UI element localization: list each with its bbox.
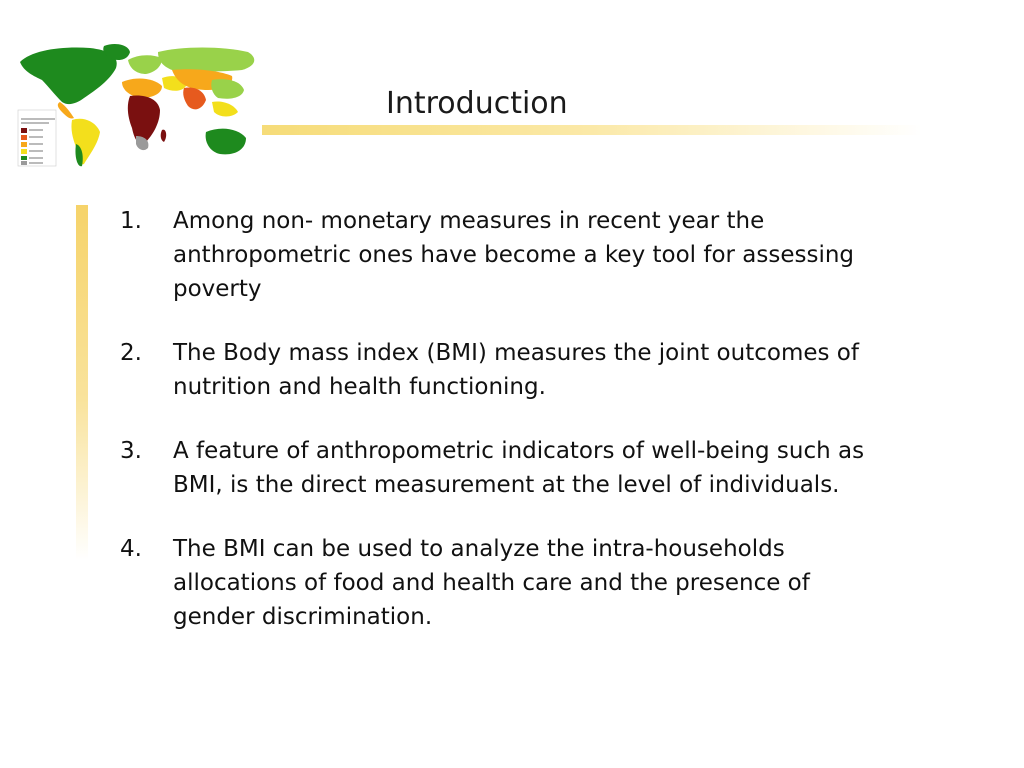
north-asia-shape	[158, 48, 254, 72]
item-text: The BMI can be used to analyze the intra-households allocations of food and health care and the presence of gender discrimination.	[173, 536, 810, 630]
bullet-list	[120, 204, 940, 664]
map-legend	[18, 110, 56, 166]
item-number: 1.	[120, 208, 142, 234]
list-item	[120, 204, 940, 306]
item-text: A feature of anthropometric indicators of well-being such as BMI, is the direct measurement at the level of individuals.	[173, 438, 865, 498]
east-asia-shape	[211, 79, 244, 98]
africa-north-shape	[122, 79, 162, 98]
list-item	[120, 434, 940, 502]
slide-title: Introduction	[386, 86, 568, 121]
item-number: 2.	[120, 340, 142, 366]
south-asia-shape	[183, 88, 206, 110]
africa-central-shape	[128, 96, 160, 145]
item-number: 3.	[120, 438, 142, 464]
item-number: 4.	[120, 536, 142, 562]
australia-shape	[206, 129, 246, 155]
south-america-shape	[71, 119, 100, 165]
item-text: Among non- monetary measures in recent year the anthropometric ones have become a key tool for assessing poverty	[173, 208, 855, 302]
list-item	[120, 532, 940, 634]
world-map-undernourishment-icon	[12, 40, 274, 170]
europe-shape	[128, 55, 162, 74]
southeast-asia-shape	[212, 101, 238, 116]
north-america-shape	[20, 48, 117, 105]
list-item	[120, 336, 940, 404]
item-text: The Body mass index (BMI) measures the joint outcomes of nutrition and health functioning.	[173, 340, 859, 400]
title-underline-rule	[262, 125, 922, 135]
left-accent-bar	[76, 205, 88, 560]
central-america-shape	[58, 102, 74, 119]
madagascar-shape	[161, 130, 166, 142]
